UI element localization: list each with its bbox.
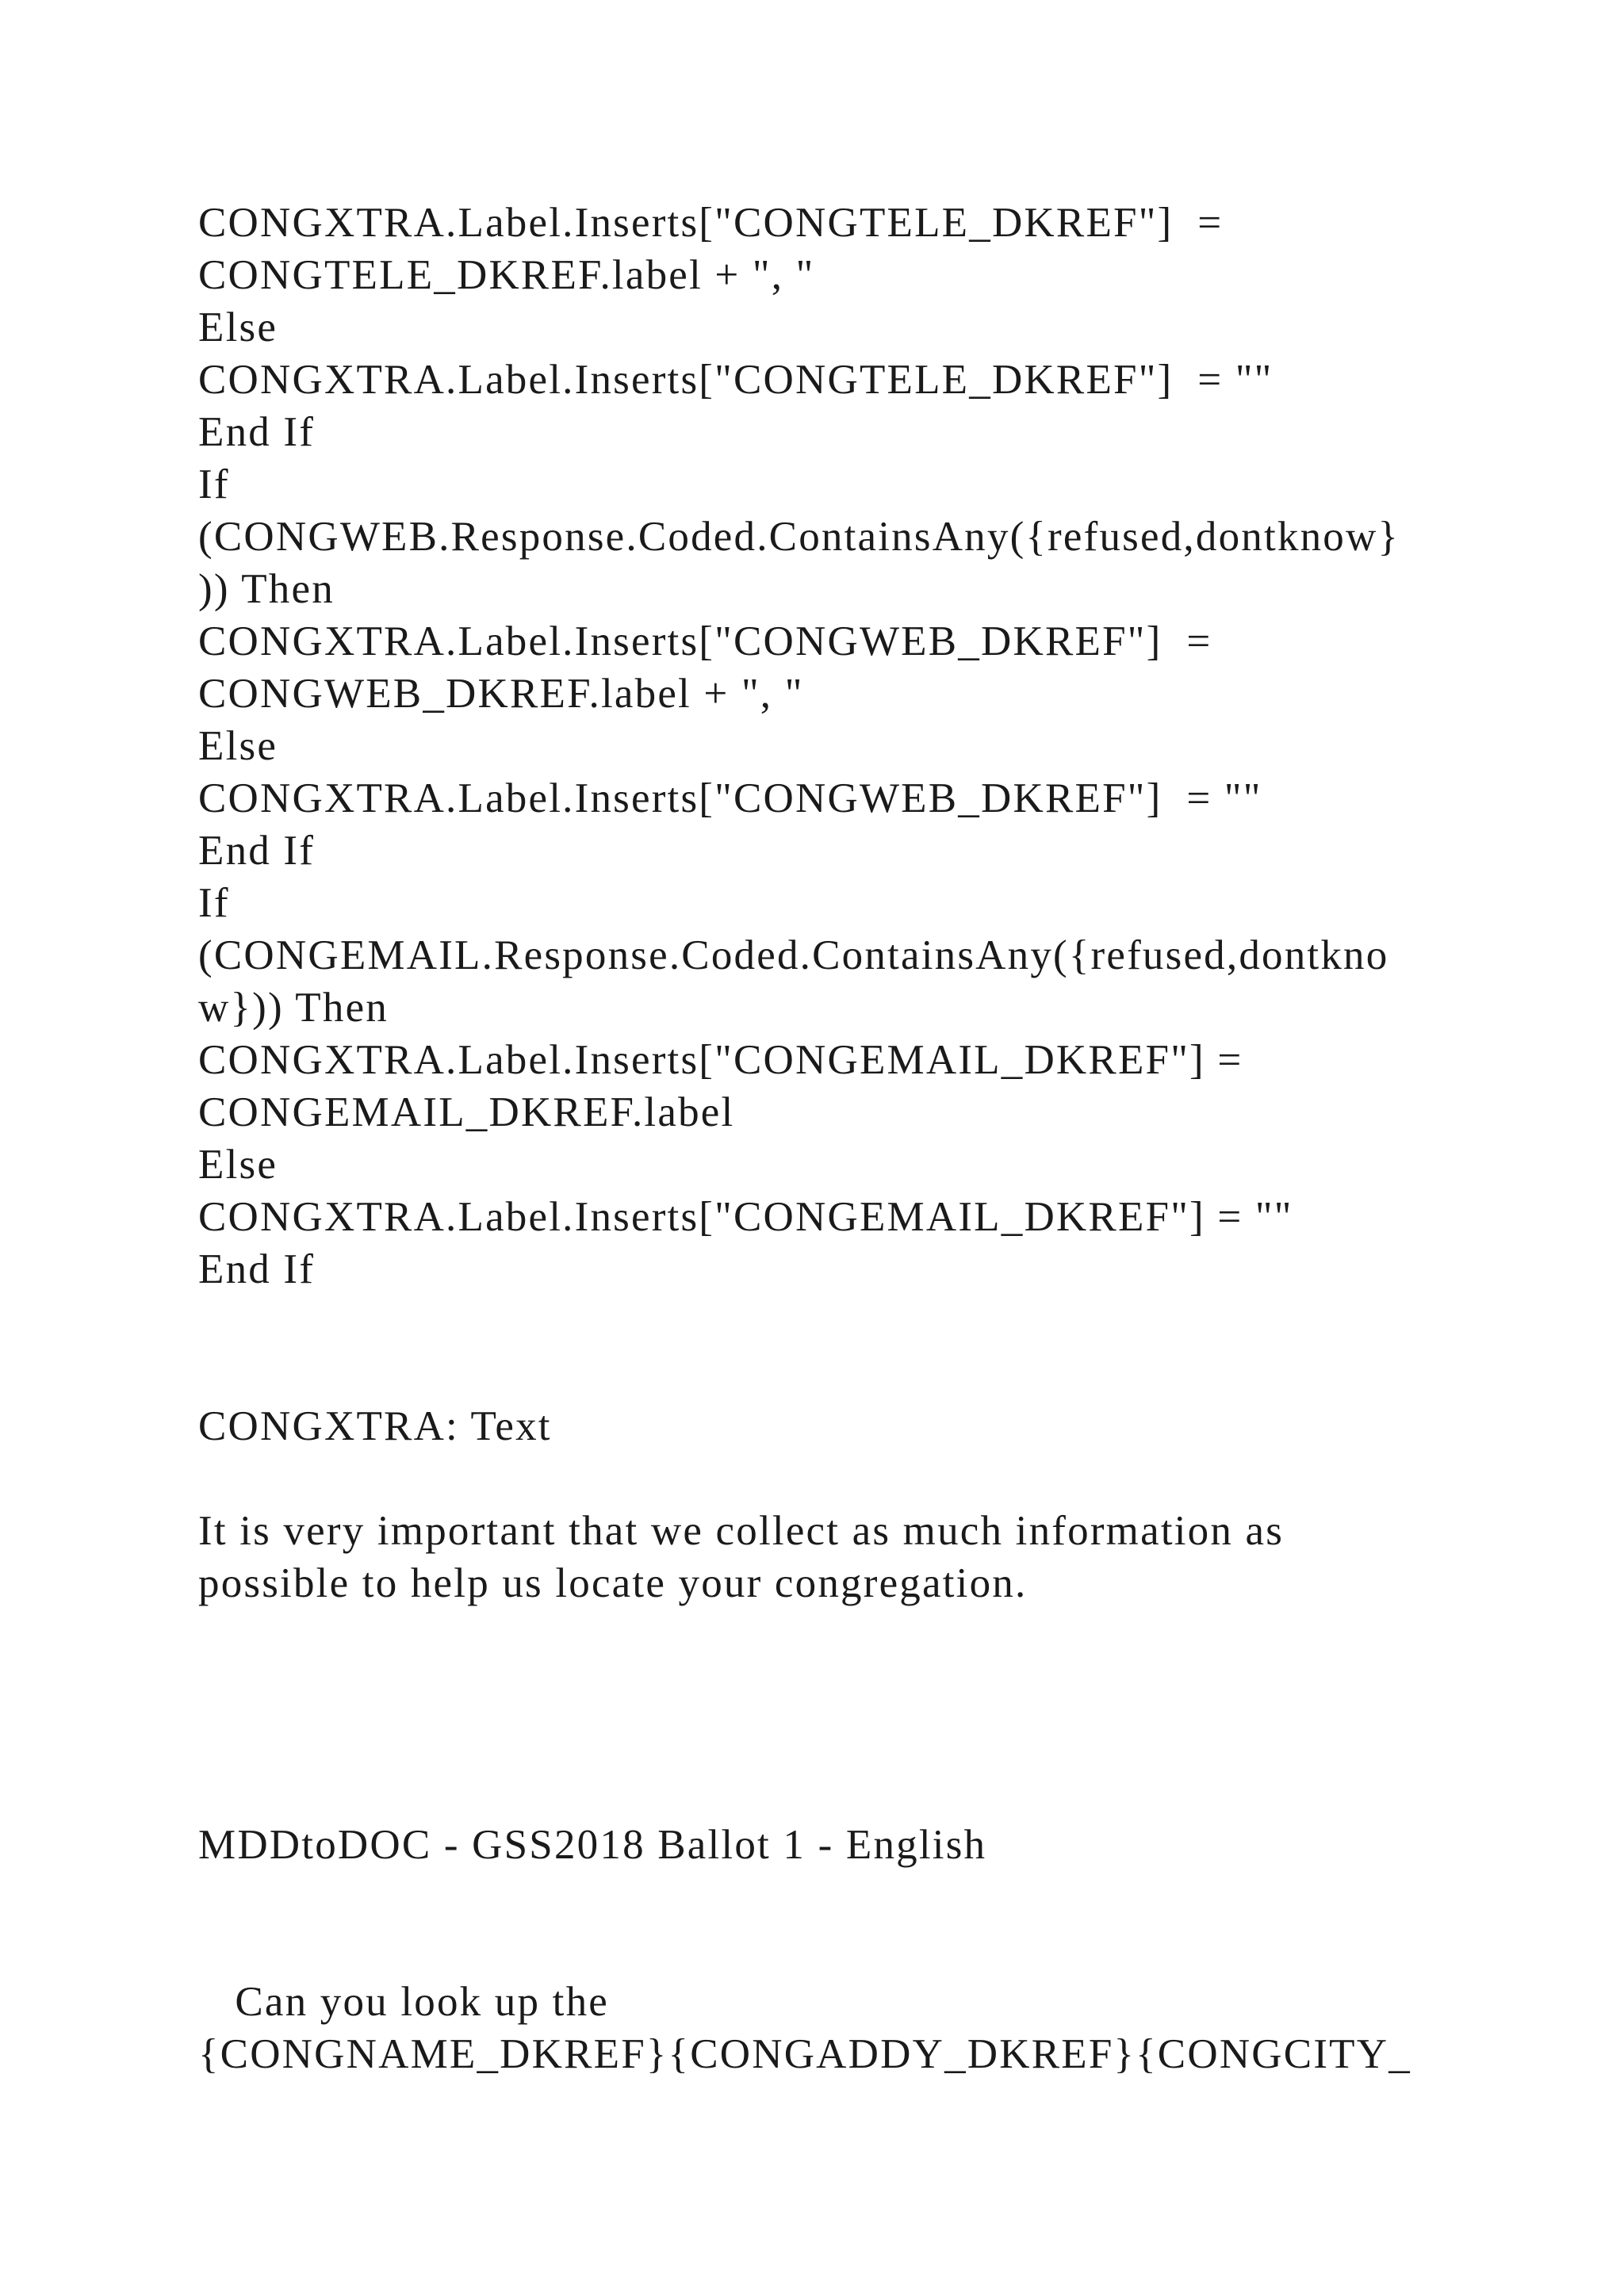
code-line: CONGXTRA.Label.Inserts["CONGEMAIL_DKREF"] = "" <box>198 1194 1293 1240</box>
code-line: (CONGEMAIL.Response.Coded.ContainsAny({refused,dontkno <box>198 932 1389 978</box>
code-line: CONGXTRA.Label.Inserts["CONGWEB_DKREF"] = <box>198 618 1212 664</box>
code-line: CONGXTRA.Label.Inserts["CONGEMAIL_DKREF"] = <box>198 1037 1243 1083</box>
document-title: MDDtoDOC - GSS2018 Ballot 1 - English <box>198 1822 987 1868</box>
paragraph-line: It is very important that we collect as much information as <box>198 1508 1285 1554</box>
question-line: {CONGNAME_DKREF}{CONGADDY_DKREF}{CONGCITY_ <box>198 2031 1411 2077</box>
code-line: w})) Then <box>198 985 389 1031</box>
code-line: Else <box>198 1142 278 1188</box>
code-line: If <box>198 461 230 507</box>
code-line: CONGWEB_DKREF.label + ", " <box>198 671 804 717</box>
question-line: Can you look up the <box>198 1979 609 2025</box>
code-line: (CONGWEB.Response.Coded.ContainsAny({refused,dontknow} <box>198 514 1400 560</box>
code-line: CONGXTRA.Label.Inserts["CONGTELE_DKREF"] = "" <box>198 357 1274 403</box>
code-line: If <box>198 880 230 926</box>
section-heading: CONGXTRA: Text <box>198 1403 552 1449</box>
code-line: End If <box>198 1246 316 1292</box>
code-line: Else <box>198 723 278 769</box>
code-line: )) Then <box>198 566 335 612</box>
code-line: CONGXTRA.Label.Inserts["CONGTELE_DKREF"] = <box>198 200 1224 246</box>
code-line: CONGTELE_DKREF.label + ", " <box>198 252 815 298</box>
code-line: Else <box>198 304 278 350</box>
code-line: CONGXTRA.Label.Inserts["CONGWEB_DKREF"] = "" <box>198 775 1262 821</box>
paragraph-line: possible to help us locate your congregation. <box>198 1560 1028 1606</box>
code-line: CONGEMAIL_DKREF.label <box>198 1089 735 1135</box>
code-line: End If <box>198 828 316 874</box>
code-line: End If <box>198 409 316 455</box>
